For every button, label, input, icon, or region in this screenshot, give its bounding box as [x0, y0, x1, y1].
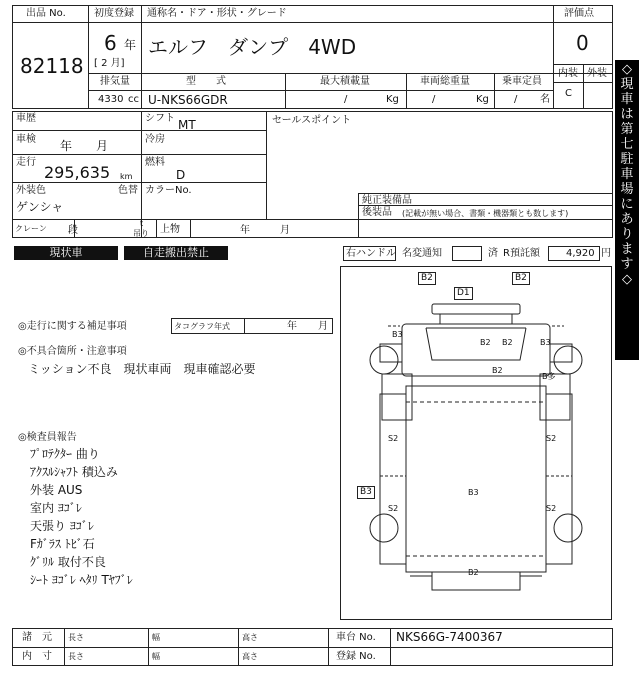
side-parking-note: ◇ 現車は第七駐車場にあります ◇ [620, 62, 634, 287]
damage-mark-d1: D1 [454, 287, 473, 300]
inspector-line: 外装 AUS [30, 483, 83, 497]
color-value: ゲンシャ [16, 200, 64, 214]
score: 0 [576, 31, 589, 55]
color-label: 外装色 [16, 185, 46, 196]
damage-mark-b-many: B多 [542, 372, 556, 381]
right-hand-label: 右ハンドル [346, 248, 396, 259]
damage-mark-s2: S2 [388, 504, 399, 513]
chassis-label: 車台 No. [336, 632, 376, 643]
exterior-label: 外装 [587, 68, 607, 79]
damage-mark-b2: B2 [502, 338, 513, 347]
gross-weight-value: / [432, 94, 436, 105]
model-name: エルフ ダンプ 4WD [148, 35, 357, 59]
upper-label: 上物 [160, 224, 180, 235]
gross-weight-label: 車両総重量 [420, 76, 470, 87]
tacho-heading: ◎走行に関する補足事項 [18, 321, 127, 332]
inspector-lines [30, 447, 133, 591]
dims-label: 諸 元 [22, 632, 52, 643]
crane-lift: 吊り [133, 229, 149, 238]
length-label: 長さ [68, 652, 84, 661]
inspector-line: ｸﾞﾘﾙ 取付不良 [30, 555, 106, 569]
damage-mark-b3: B3 [468, 488, 479, 497]
first-reg-year: 6 [104, 31, 117, 55]
inspection-label: 車検 [16, 134, 36, 145]
mileage-label: 走行 [16, 157, 36, 168]
damage-mark-b3: B3 [392, 330, 403, 339]
genuine-label: 純正装備品 [362, 195, 412, 206]
damage-mark-s2: S2 [388, 434, 399, 443]
displacement-label: 排気量 [100, 76, 130, 87]
inspector-line: ﾌﾟﾛﾃｸﾀｰ 曲り [30, 447, 100, 461]
recycle-unit: 円 [601, 248, 611, 259]
tacho-month: 月 [318, 321, 328, 332]
capacity-unit: 名 [540, 94, 550, 105]
interior-grade: C [565, 88, 572, 99]
inspector-line: 室内 ﾖｺﾞﾚ [30, 501, 82, 515]
inspector-line: ｱｸｽﾙｼｬﾌﾄ 積込み [30, 465, 118, 479]
score-label: 評価点 [564, 8, 594, 19]
damage-mark-b2: B2 [480, 338, 491, 347]
sales-point-label: セールスポイント [272, 115, 352, 126]
length-label: 長さ [68, 633, 84, 642]
first-reg-year-unit: 年 [124, 38, 137, 52]
badge-current-vehicle: 現状車 [14, 246, 118, 260]
tacho-year: 年 [287, 321, 297, 332]
mileage-value: 295,635 [44, 163, 111, 182]
model-name-label: 通称名・ドア・形状・グレード [147, 8, 287, 19]
displacement: 4330 [98, 94, 124, 105]
inspector-heading: ◎検査員報告 [18, 432, 77, 443]
capacity-value: / [514, 94, 518, 105]
damage-mark-b2: B2 [418, 272, 436, 285]
lot-label: 出品 No. [26, 8, 66, 19]
name-change-label: 名変通知 [402, 248, 442, 259]
recycle-label: R預託額 [503, 248, 540, 259]
inspection-value: 年 月 [60, 139, 109, 153]
mileage-unit: km [120, 172, 133, 181]
damage-mark-b2: B2 [512, 272, 530, 285]
color-num-label: 色替 [118, 185, 138, 196]
inspector-line: ｼｰﾄ ﾖｺﾞﾚ ﾍﾀﾘ Tﾔﾌﾞﾚ [30, 573, 133, 587]
shift-label: シフト [145, 113, 175, 124]
aftermarket-note: (記載が無い場合、書類・機器類とも数します) [402, 209, 569, 218]
truck-diagram [340, 266, 612, 620]
interior-label: 内装 [558, 68, 578, 79]
first-reg-label: 初度登録 [94, 8, 134, 19]
first-reg-month: [ 2 月] [94, 58, 125, 69]
defects-text: ミッション不良 現状車両 現車確認必要 [28, 362, 256, 376]
history-label: 車歴 [16, 113, 36, 124]
damage-mark-b2: B2 [492, 366, 503, 375]
aftermarket-label: 後装品 [362, 207, 392, 218]
crane-label: クレーン [15, 224, 47, 233]
damage-mark-s2: S2 [546, 504, 557, 513]
color-code-label: カラーNo. [145, 185, 192, 196]
max-load-unit: Kg [386, 94, 399, 105]
aircon-label: 冷房 [145, 134, 165, 145]
height-label: 高さ [242, 652, 258, 661]
recycle-mark: 済 [488, 248, 498, 259]
tacho-label: タコグラフ年式 [174, 322, 230, 331]
name-change-box [452, 246, 482, 261]
upper-year: 年 [240, 225, 250, 236]
damage-mark-b3: B3 [540, 338, 551, 347]
recycle-value: 4,920 [566, 248, 595, 259]
chassis-value: NKS66G-7400367 [396, 630, 503, 644]
gross-weight-unit: Kg [476, 94, 489, 105]
displacement-unit: cc [128, 94, 139, 105]
defects-heading: ◎不具合箇所・注意事項 [18, 346, 127, 357]
width-label: 幅 [152, 633, 160, 642]
crane-stage: 段 [68, 225, 78, 236]
width-label: 幅 [152, 652, 160, 661]
reg-label: 登録 No. [336, 651, 376, 662]
max-load-label: 最大積載量 [320, 76, 370, 87]
model-code-label: 型 式 [186, 76, 226, 87]
max-load-value: / [344, 94, 348, 105]
height-label: 高さ [242, 633, 258, 642]
model-code: U-NKS66GDR [148, 93, 228, 107]
damage-mark-b2: B2 [468, 568, 479, 577]
badge-no-self-drive: 自走搬出禁止 [124, 246, 228, 260]
shift-value: MT [178, 118, 196, 132]
fuel-label: 燃料 [145, 157, 165, 168]
inspector-line: Fｶﾞﾗｽ ﾄﾋﾞ石 [30, 537, 95, 551]
fuel-value: D [176, 168, 186, 182]
lot-number: 82118 [20, 54, 84, 78]
capacity-label: 乗車定員 [502, 76, 542, 87]
crane-ton: t [140, 219, 144, 228]
damage-mark-s2: S2 [546, 434, 557, 443]
interior-dims-label: 内 寸 [22, 651, 52, 662]
damage-mark-b3: B3 [357, 486, 375, 499]
inspector-line: 天張り ﾖｺﾞﾚ [30, 519, 94, 533]
upper-month: 月 [280, 225, 290, 236]
